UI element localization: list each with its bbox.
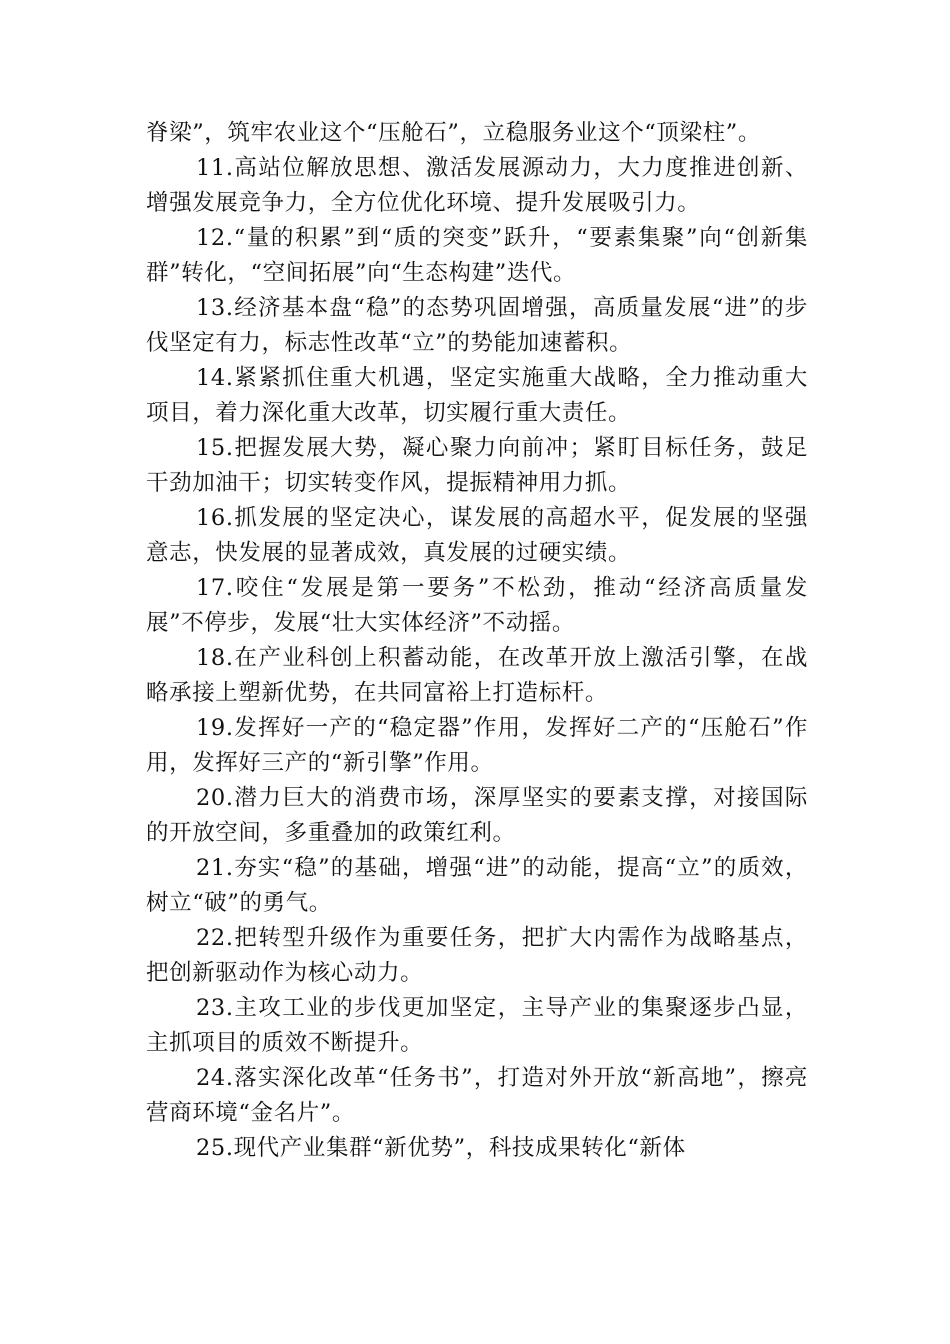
paragraph-item-18: 18.在产业科创上积蓄动能，在改革开放上激活引擎，在战略承接上塑新优势，在共同富裕上打造标杆。 xyxy=(146,645,808,706)
paragraph-item-12: 12.“量的积累”到“质的突变”跃升，“要素集聚”向“创新集群”转化，“空间拓展”向“生态构建”迭代。 xyxy=(146,225,808,286)
paragraph-item-16: 16.抓发展的坚定决心，谋发展的高超水平，促发展的坚强意志，快发展的显著成效，真发展的过硬实绩。 xyxy=(146,505,808,566)
paragraph-item-15: 15.把握发展大势，凝心聚力向前冲；紧盯目标任务，鼓足干劲加油干；切实转变作风，提振精神用力抓。 xyxy=(146,435,808,496)
paragraph-item-22: 22.把转型升级作为重要任务，把扩大内需作为战略基点，把创新驱动作为核心动力。 xyxy=(146,925,808,986)
paragraph-item-20: 20.潜力巨大的消费市场，深厚坚实的要素支撑，对接国际的开放空间，多重叠加的政策红利。 xyxy=(146,785,808,846)
paragraph-item-23: 23.主攻工业的步伐更加坚定，主导产业的集聚逐步凸显，主抓项目的质效不断提升。 xyxy=(146,995,808,1056)
paragraph-item-25: 25.现代产业集群“新优势”，科技成果转化“新体 xyxy=(196,1135,686,1161)
paragraph-item-17: 17.咬住“发展是第一要务”不松劲，推动“经济高质量发展”不停步，发展“壮大实体经济”不动摇。 xyxy=(146,575,808,636)
paragraph-item-19: 19.发挥好一产的“稳定器”作用，发挥好二产的“压舱石”作用，发挥好三产的“新引擎”作用。 xyxy=(146,715,808,776)
paragraph-item-21: 21.夯实“稳”的基础，增强“进”的动能，提高“立”的质效，树立“破”的勇气。 xyxy=(146,855,808,916)
document-page xyxy=(146,116,808,1166)
paragraph-item-13: 13.经济基本盘“稳”的态势巩固增强，高质量发展“进”的步伐坚定有力，标志性改革“立”的势能加速蓄积。 xyxy=(146,295,808,356)
paragraph-item-24: 24.落实深化改革“任务书”，打造对外开放“新高地”，擦亮营商环境“金名片”。 xyxy=(146,1065,808,1126)
paragraph-continuation: 脊梁”，筑牢农业这个“压舱石”，立稳服务业这个“顶梁柱”。 xyxy=(146,120,761,146)
paragraph-item-11: 11.高站位解放思想、激活发展源动力，大力度推进创新、增强发展竞争力，全方位优化环境、提升发展吸引力。 xyxy=(146,155,808,216)
paragraph-item-14: 14.紧紧抓住重大机遇，坚定实施重大战略，全力推动重大项目，着力深化重大改革，切实履行重大责任。 xyxy=(146,365,808,426)
